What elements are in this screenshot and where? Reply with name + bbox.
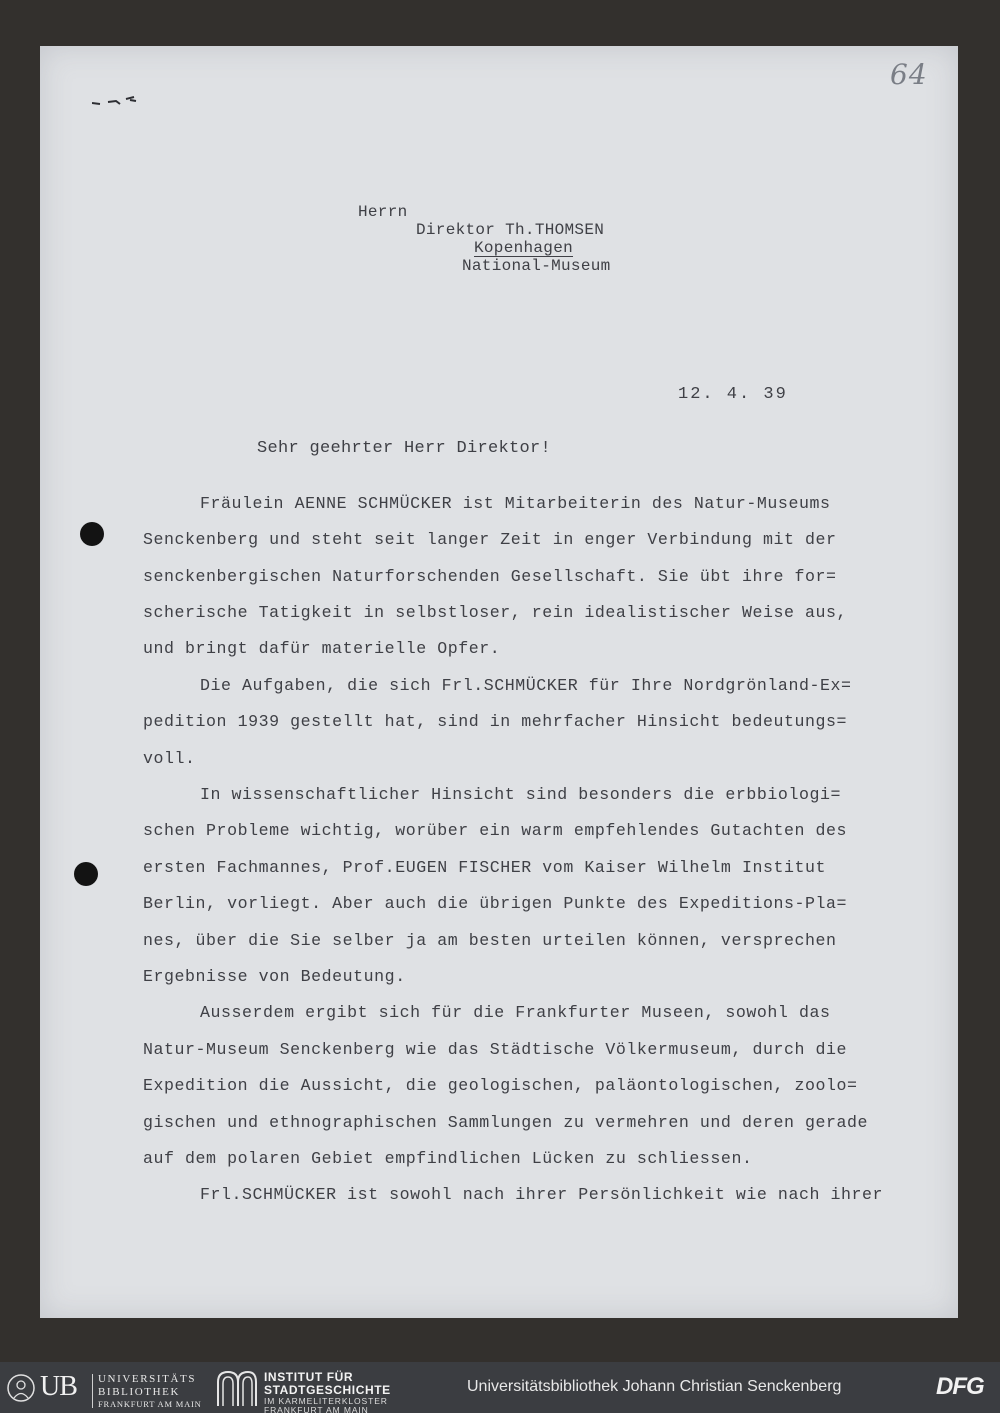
body-line: Ergebnisse von Bedeutung.	[143, 967, 406, 986]
ub-letters: UB	[40, 1371, 77, 1402]
ub-line2: BIBLIOTHEK	[98, 1386, 180, 1398]
seal-icon	[6, 1372, 36, 1404]
body-line: In wissenschaftlicher Hinsicht sind besonders die erbbiologi=	[200, 785, 841, 804]
body-line: voll.	[143, 749, 196, 768]
library-name[interactable]: Universitätsbibliothek Johann Christian Senckenberg	[467, 1378, 842, 1395]
body-line: Natur-Museum Senckenberg wie das Städtische Völkermuseum, durch die	[143, 1040, 848, 1059]
footer-bar	[0, 1362, 1000, 1413]
ub-line1: UNIVERSITÄTS	[98, 1373, 197, 1385]
ink-mark-icon	[92, 96, 152, 108]
body-line: Die Aufgaben, die sich Frl.SCHMÜCKER für Ihre Nordgrönland-Ex=	[200, 676, 852, 695]
isg-line4: FRANKFURT AM MAIN	[264, 1405, 369, 1413]
letter-date: 12. 4. 39	[678, 385, 788, 404]
address-city: Kopenhagen	[474, 239, 574, 257]
body-line: auf dem polaren Gebiet empfindlichen Lücken zu schliessen.	[143, 1149, 753, 1168]
body-line: Ausserdem ergibt sich für die Frankfurter Museen, sowohl das	[200, 1003, 831, 1022]
isg-line2: STADTGESCHICHTE	[264, 1383, 391, 1397]
body-line: nes, über die Sie selber ja am besten urteilen können, versprechen	[143, 931, 837, 950]
body-line: scherische Tatigkeit in selbstloser, rein idealistischer Weise aus,	[143, 603, 848, 622]
ub-line3: FRANKFURT AM MAIN	[98, 1399, 202, 1409]
address-name: Direktor Th.THOMSEN	[416, 221, 605, 239]
punch-hole	[80, 522, 104, 546]
body-line: ersten Fachmannes, Prof.EUGEN FISCHER vom Kaiser Wilhelm Institut	[143, 858, 827, 877]
body-line: Senckenberg und steht seit langer Zeit in enger Verbindung mit der	[143, 530, 837, 549]
page-number: 64	[890, 58, 928, 91]
punch-hole	[74, 862, 98, 886]
body-line: gischen und ethnographischen Sammlungen zu vermehren und deren gerade	[143, 1113, 869, 1132]
address-institution: National-Museum	[462, 257, 611, 275]
body-line: Berlin, vorliegt. Aber auch die übrigen Punkte des Expeditions-Pla=	[143, 894, 848, 913]
body-line: Frl.SCHMÜCKER ist sowohl nach ihrer Persönlichkeit wie nach ihrer	[200, 1185, 884, 1204]
body-line: pedition 1939 gestellt hat, sind in mehrfacher Hinsicht bedeutungs=	[143, 712, 848, 731]
body-line: schen Probleme wichtig, worüber ein warm empfehlendes Gutachten des	[143, 821, 848, 840]
body-line: senckenbergischen Naturforschenden Gesellschaft. Sie übt ihre for=	[143, 567, 837, 586]
dfg-logo[interactable]: DFG	[936, 1373, 984, 1400]
isg-line1: INSTITUT FÜR	[264, 1370, 354, 1384]
body-line: Expedition die Aussicht, die geologischen, paläontologischen, zoolo=	[143, 1076, 858, 1095]
letter-greeting: Sehr geehrter Herr Direktor!	[257, 439, 552, 458]
address-salutation: Herrn	[358, 203, 408, 221]
ub-divider	[92, 1374, 93, 1408]
body-line: und bringt dafür materielle Opfer.	[143, 639, 501, 658]
cloister-arches-icon[interactable]	[214, 1368, 258, 1408]
isg-line3: IM KARMELITERKLOSTER	[264, 1396, 388, 1406]
ub-logo[interactable]	[4, 1368, 204, 1410]
body-line: Fräulein AENNE SCHMÜCKER ist Mitarbeiterin des Natur-Museums	[200, 494, 831, 513]
